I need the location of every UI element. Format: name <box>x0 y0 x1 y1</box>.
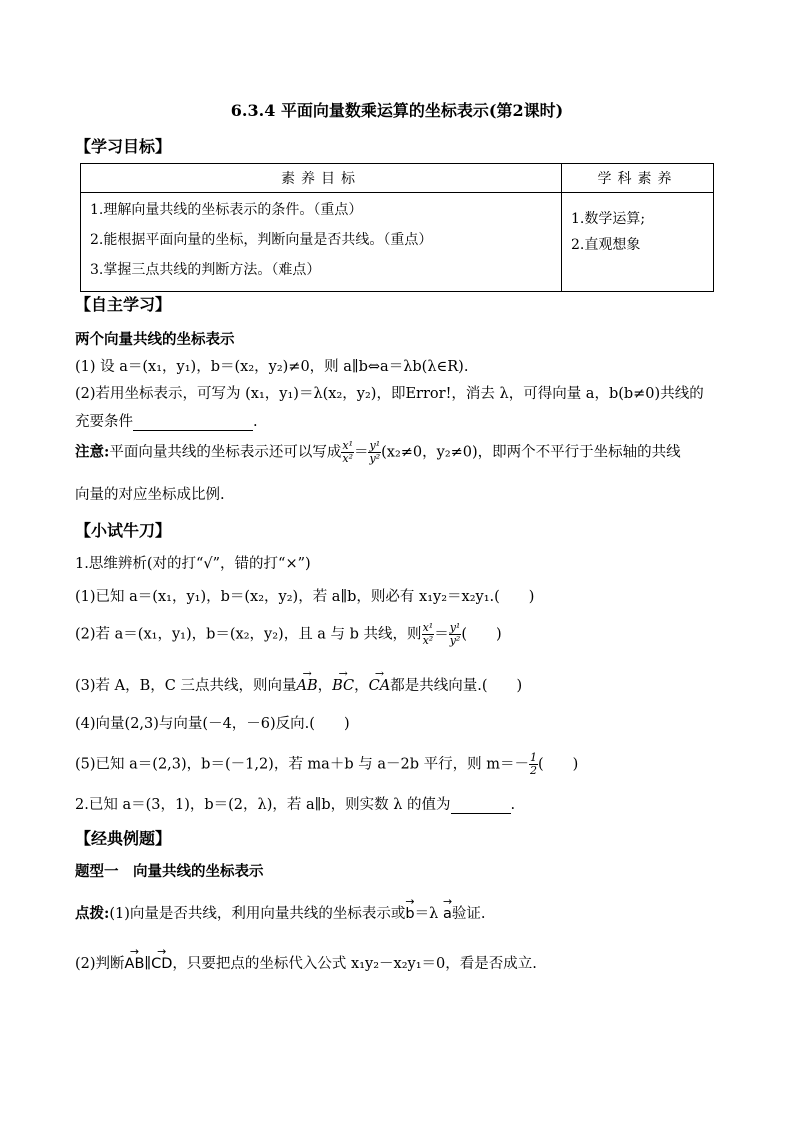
page-title: 6.3.4 平面向量数乘运算的坐标表示(第2课时) <box>230 101 564 120</box>
vector-bc: → BC <box>332 678 354 694</box>
period: . <box>510 797 516 813</box>
goals-cell <box>81 193 562 292</box>
section-trial: 【小试牛刀】 <box>75 521 172 540</box>
answer-parens: ( ) <box>461 626 502 643</box>
vector-ab: → AB <box>125 956 145 972</box>
goal-item: 1.理解向量共线的坐标表示的条件。（重点） <box>90 202 363 218</box>
vector-a: → a <box>443 906 452 922</box>
trial-item-3: (3)若 A，B，C 三点共线，则向量→ AB，→ BC，→ CA都是共线向量.( ) <box>75 674 522 695</box>
fraction-y: $\frac{\text{y¹}}{\text{y²}}$ <box>369 439 381 465</box>
goal-item: 2.能根据平面向量的坐标，判断向量是否共线。（重点） <box>90 232 433 248</box>
note-line: 注意:平面向量共线的坐标表示还可以写成 $\frac{\text{x¹}}{\text{x²}}$ ＝ $\frac{\text{y¹}}{\text{y²}}$ (x₂≠0，y₂≠0)，即两个不平行于坐标轴的共线 <box>75 439 681 465</box>
vector-b: → b <box>405 906 414 922</box>
fraction-x: $\frac{\text{x¹}}{\text{x²}}$ <box>422 621 434 647</box>
self-p2a: (2)若用坐标表示，可写为 (x₁，y₁)＝λ(x₂，y₂)，即Error!，消去 λ，可得向量 a，b(b≠0)共线的 <box>75 386 704 402</box>
hint-line-1: 点拨:(1)向量是否共线，利用向量共线的坐标表示或→ b＝λ → a验证. <box>75 902 485 923</box>
section-examples: 【经典例题】 <box>75 829 172 848</box>
section-self-study: 【自主学习】 <box>75 295 172 314</box>
literacy-item: 1.数学运算; <box>571 211 646 227</box>
hint-text-2: ，只要把点的坐标代入公式 x₁y₂－x₂y₁＝0，看是否成立. <box>172 956 537 972</box>
item-text-2: 都是共线向量.( ) <box>390 678 523 694</box>
table-header-literacy: 学科素养 <box>562 164 714 193</box>
item-text: 2.已知 a＝(3，1)，b＝(2，λ)，若 a∥b，则实数 λ 的值为 <box>75 797 451 813</box>
trial-item-2: (2)若 a＝(x₁，y₁)，b＝(x₂，y₂)，且 a 与 b 共线，则 $\frac{\text{x¹}}{\text{x²}}$ ＝ $\frac{\text{y¹}}{\text{y²}}$ ( ) <box>75 621 502 647</box>
item-text: (2)若 a＝(x₁，y₁)，b＝(x₂，y₂)，且 a 与 b 共线，则 <box>75 626 422 643</box>
section-goals: 【学习目标】 <box>75 137 172 156</box>
blank-label: 充要条件 <box>75 414 133 430</box>
answer-parens: ( ) <box>537 756 579 773</box>
vector-ab: → AB <box>296 678 317 694</box>
self-p2b: 充要条件 . <box>75 414 258 430</box>
note-label: 注意: <box>75 443 110 461</box>
trial-item-4: (4)向量(2,3)与向量(－4，－6)反向.( ) <box>75 716 350 732</box>
fraction-y: $\frac{\text{y¹}}{\text{y²}}$ <box>449 621 461 647</box>
note-text-2: (x₂≠0，y₂≠0)，即两个不平行于坐标轴的共线 <box>381 444 681 461</box>
trial-q1: 1.思维辨析(对的打“√”，错的打“×”) <box>75 556 311 572</box>
vector-ca: → CA <box>369 678 391 694</box>
type-heading: 题型一 向量共线的坐标表示 <box>75 863 264 880</box>
hint-text: (2)判断 <box>75 956 125 972</box>
literacy-cell <box>562 193 714 292</box>
answer-blank[interactable] <box>133 430 253 431</box>
fraction-half: $\frac{1}{2}$ <box>529 751 537 777</box>
subsection-heading: 两个向量共线的坐标表示 <box>75 331 235 348</box>
goal-item: 3.掌握三点共线的判断方法。（难点） <box>90 262 321 278</box>
vector-cd: → CD <box>151 956 172 972</box>
self-p1: (1) 设 a＝(x₁，y₁)，b＝(x₂，y₂)≠0，则 a∥b⇔a＝λb(λ∈R). <box>75 359 469 375</box>
trial-item-1: (1)已知 a＝(x₁，y₁)，b＝(x₂，y₂)，若 a∥b，则必有 x₁y₂＝x₂y₁.( ) <box>75 589 535 605</box>
fraction-x: $\frac{\text{x¹}}{\text{x²}}$ <box>342 439 353 465</box>
item-text: (3)若 A，B，C 三点共线，则向量 <box>75 678 297 694</box>
literacy-item: 2.直观想象 <box>571 237 641 253</box>
goals-table <box>80 163 714 292</box>
hint-text-2: 验证. <box>451 906 486 922</box>
table-header-goals: 素养目标 <box>81 164 562 193</box>
trial-q2 <box>75 793 515 814</box>
trial-item-5 <box>75 752 578 777</box>
hint-label: 点拨: <box>75 905 110 922</box>
note-line-2: 向量的对应坐标成比例. <box>75 487 225 503</box>
answer-blank[interactable] <box>451 813 511 814</box>
item-text: (5)已知 a＝(2,3)，b＝(－1,2)，若 ma＋b 与 a－2b 平行，则 m＝－ <box>75 756 529 773</box>
hint-text: (1)向量是否共线，利用向量共线的坐标表示或 <box>109 906 406 922</box>
note-text: 平面向量共线的坐标表示还可以写成 <box>109 444 342 461</box>
hint-line-2: (2)判断→ AB∥→ CD，只要把点的坐标代入公式 x₁y₂－x₂y₁＝0，看是否成立. <box>75 952 537 973</box>
